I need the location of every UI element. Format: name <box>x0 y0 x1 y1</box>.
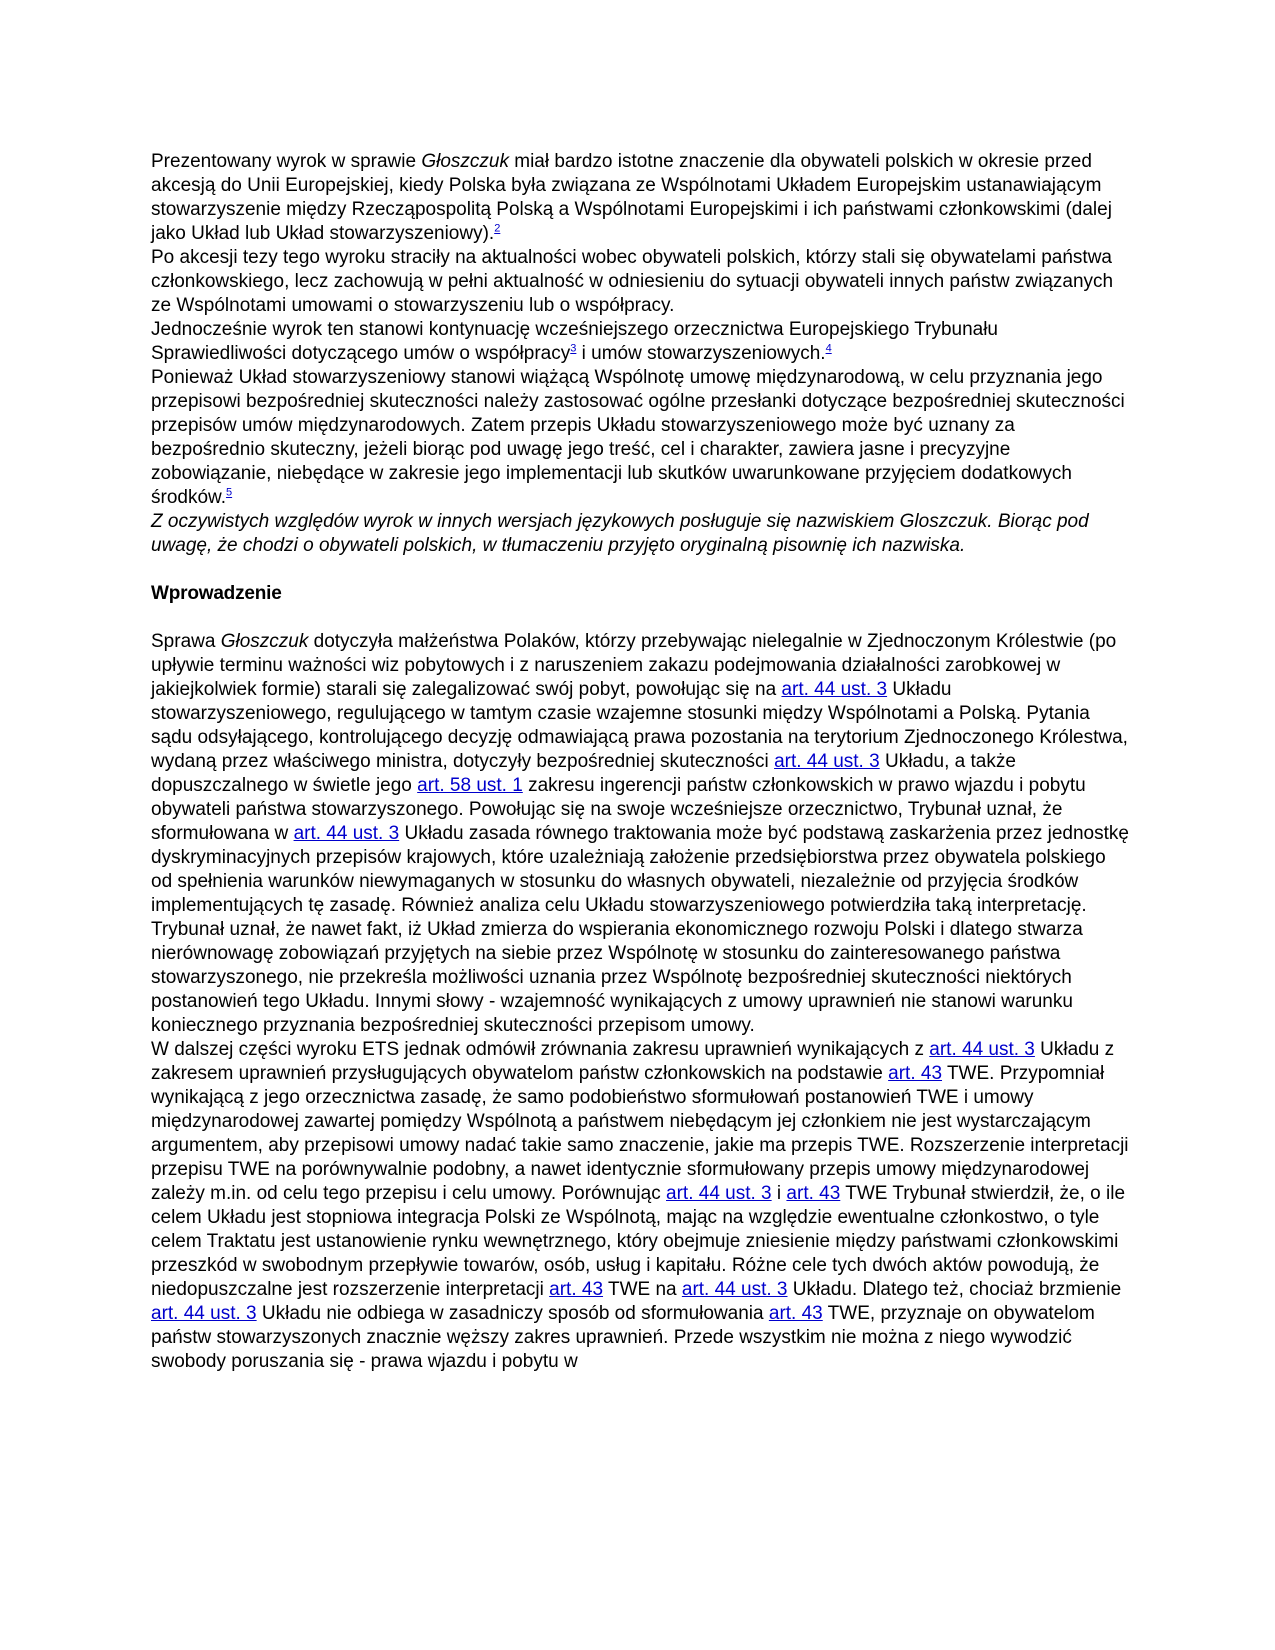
article-link[interactable]: art. 43 <box>549 1279 604 1300</box>
case-name: Głoszczuk <box>421 151 509 172</box>
article-link[interactable]: art. 44 ust. 3 <box>681 1279 788 1300</box>
article-link[interactable]: art. 43 <box>888 1063 943 1084</box>
translator-note: Z oczywistych względów wyrok w innych wersjach językowych posługuje się nazwiskiem Gloszczuk. Biorąc pod uwagę, że chodzi o obywateli polskich, w tłumaczeniu przyjęto oryginalną pisownię ich nazwiska. <box>151 511 1089 556</box>
section-paragraph-1: Sprawa Głoszczuk dotyczyła małżeństwa Polaków, którzy przebywając nielegalnie w Zjednoczonym Królestwie (po upływie terminu ważności wiz pobytowych i z naruszeniem zakazu podejmowania działalności zarobkowej w jakiejkolwiek formie) starali się zalegalizować swój pobyt, powołując się na art. 44 ust. 3 Układu stowarzyszeniowego, regulującego w tamtym czasie wzajemne stosunki między Wspólnotami a Polską. Pytania sądu odsyłającego, kontrolującego decyzję odmawiającą prawa pozostania na terytorium Zjednoczonego Królestwa, wydaną przez właściwego ministra, dotyczyły bezpośredniej skuteczności art. 44 ust. 3 Układu, a także dopuszczalnego w świetle jego art. 58 ust. 1 zakresu ingerencji państw członkowskich w prawo wjazdu i pobytu obywateli państwa stowarzyszonego. Powołując się na swoje wcześniejsze orzecznictwo, Trybunał uznał, że sformułowana w art. 44 ust. 3 Układu zasada równego traktowania może być podstawą zaskarżenia przez jednostkę dyskryminacyjnych przepisów krajowych, które uzależniają założenie przedsiębiorstwa przez obywatela polskiego od spełnienia warunków niewymaganych w stosunku do własnych obywateli, niezależnie od przyjęcia środków implementujących tę zasadę. Również analiza celu Układu stowarzyszeniowego potwierdziła taką interpretację. Trybunał uznał, że nawet fakt, iż Układ zmierza do wspierania ekonomicznego rozwoju Polski i dlatego stwarza nierównowagę zobowiązań przyjętych na siebie przez Wspólnotę w stosunku do zainteresowanego państwa stowarzyszonego, nie przekreśla możliwości uznania przez Wspólnotę bezpośredniej skuteczności niektórych postanowień tego Układu. Innymi słowy - wzajemność wynikających z umowy uprawnień nie stanowi warunku koniecznego przyznania bezpośredniej skuteczności przepisom umowy. <box>151 631 1129 1036</box>
case-name: Głoszczuk <box>220 631 309 652</box>
footnote-link-3[interactable]: 3 <box>570 342 577 355</box>
section-paragraph-2: W dalszej części wyroku ETS jednak odmówił zrównania zakresu uprawnień wynikających z art. 44 ust. 3 Układu z zakresem uprawnień przysługujących obywatelom państw członkowskich na podstawie art. 43 TWE. Przypomniał wynikającą z jego orzecznictwa zasadę, że samo podobieństwo sformułowań postanowień TWE i umowy międzynarodowej zawartej pomiędzy Wspólnotą a państwem niebędącym jej członkiem nie jest wystarczającym argumentem, aby przepisowi umowy nadać takie samo znaczenie, jakie ma przepis TWE. Rozszerzenie interpretacji przepisu TWE na porównywalnie podobny, a nawet identycznie sformułowany przepis umowy międzynarodowej zależy m.in. od celu tego przepisu i celu umowy. Porównując art. 44 ust. 3 i art. 43 TWE Trybunał stwierdził, że, o ile celem Układu jest stopniowa integracja Polski ze Wspólnotą, mając na względzie ewentualne członkostwo, o tyle celem Traktatu jest ustanowienie rynku wewnętrznego, który obejmuje zniesienie między państwami członkowskimi przeszkód w swobodnym przepływie towarów, osób, usług i kapitału. Różne cele tych dwóch aktów powodują, że niedopuszczalne jest rozszerzenie interpretacji art. 43 TWE na art. 44 ust. 3 Układu. Dlatego też, chociaż brzmienie art. 44 ust. 3 Układu nie odbiega w zasadniczy sposób od sformułowania art. 43 TWE, przyznaje on obywatelom państw stowarzyszonych znacznie węższy zakres uprawnień. Przede wszystkim nie można z niego wywodzić swobody poruszania się - prawa wjazdu i pobytu w <box>151 1039 1129 1372</box>
article-link[interactable]: art. 58 ust. 1 <box>417 775 523 796</box>
article-link[interactable]: art. 44 ust. 3 <box>781 679 888 700</box>
intro-paragraph-1: Prezentowany wyrok w sprawie Głoszczuk miał bardzo istotne znaczenie dla obywateli polskich w okresie przed akcesją do Unii Europejskiej, kiedy Polska była związana ze Wspólnotami Układem Europejskim ustanawiającym stowarzyszenie między Rzecząpospolitą Polską a Wspólnotami Europejskimi i ich państwami członkowskimi (dalej jako Układ lub Układ stowarzyszeniowy).$^2$ <box>151 151 1112 244</box>
footnote-link-5[interactable]: 5 <box>225 486 233 499</box>
article-link[interactable]: art. 44 ust. 3 <box>929 1039 1035 1060</box>
article-link[interactable]: art. 43 <box>768 1303 823 1324</box>
intro-paragraph-3: Jednocześnie wyrok ten stanowi kontynuację wcześniejszego orzecznictwa Europejskiego Trybunału Sprawiedliwości dotyczącego umów o współpracy$^3$ i umów stowarzyszeniowych.$^4$ <box>151 319 999 364</box>
footnote-link-2[interactable]: 2 <box>494 222 501 235</box>
article-link[interactable]: art. 44 ust. 3 <box>293 823 400 844</box>
intro-paragraph-4: Ponieważ Układ stowarzyszeniowy stanowi wiążącą Wspólnotę umowę międzynarodową, w celu przyznania jego przepisowi bezpośredniej skuteczności należy zastosować ogólne przesłanki dotyczące bezpośredniej skuteczności przepisów umów międzynarodowych. Zatem przepis Układu stowarzyszeniowego może być uznany za bezpośrednio skuteczny, jeżeli biorąc pod uwagę jego treść, cel i charakter, zawiera jasne i precyzyjne zobowiązanie, niebędące w zakresie jego implementacji lub skutków uwarunkowane przyjęciem dodatkowych środków.$^5$ <box>151 367 1125 508</box>
article-link[interactable]: art. 44 ust. 3 <box>151 1303 257 1324</box>
article-link[interactable]: art. 44 ust. 3 <box>774 751 880 772</box>
document-page <box>151 150 1131 1374</box>
article-link[interactable]: art. 43 <box>786 1183 841 1204</box>
section-heading: Wprowadzenie <box>151 583 282 604</box>
footnote-link-4[interactable]: 4 <box>825 342 832 355</box>
article-link[interactable]: art. 44 ust. 3 <box>666 1183 772 1204</box>
intro-paragraph-2: Po akcesji tezy tego wyroku straciły na aktualności wobec obywateli polskich, którzy stali się obywatelami państwa członkowskiego, lecz zachowują w pełni aktualność w odniesieniu do sytuacji obywateli innych państw związanych ze Wspólnotami umowami o stowarzyszeniu lub o współpracy. <box>151 247 1114 316</box>
